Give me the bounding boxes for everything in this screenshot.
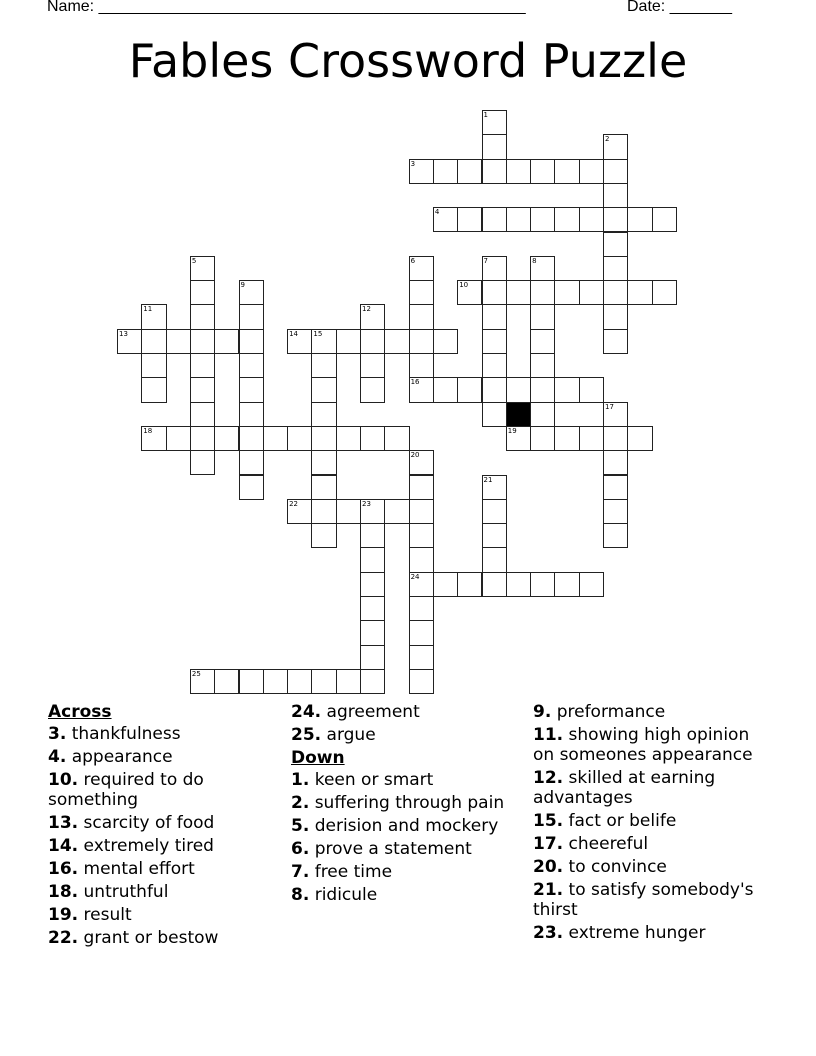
clue-text: fact or belife — [568, 811, 677, 831]
clue-down-6 — [291, 839, 526, 859]
grid-cell[interactable] — [311, 669, 336, 694]
grid-cell[interactable] — [239, 426, 264, 451]
clue-number: 16. — [48, 859, 79, 879]
clue-across-19 — [48, 905, 283, 925]
clue-number: 18. — [48, 882, 79, 902]
clue-across-25 — [291, 725, 526, 745]
grid-cell[interactable] — [482, 402, 507, 427]
clue-across-22 — [48, 928, 283, 948]
clue-number-label: 15 — [313, 329, 323, 338]
clue-down-17 — [533, 834, 773, 854]
grid-cell[interactable] — [409, 304, 434, 329]
grid-cell[interactable] — [311, 450, 336, 475]
clue-number-label: 11 — [143, 305, 153, 314]
grid-cell[interactable] — [384, 426, 409, 451]
grid-cell[interactable] — [482, 304, 507, 329]
grid-cell[interactable] — [603, 523, 628, 548]
clue-down-2 — [291, 793, 526, 813]
grid-cell[interactable] — [166, 426, 191, 451]
clue-text: scarcity of food — [83, 813, 215, 833]
grid-cell[interactable] — [360, 596, 385, 621]
grid-cell[interactable] — [530, 426, 555, 451]
clue-text: argue — [326, 725, 376, 745]
clue-number: 4. — [48, 747, 67, 767]
grid-cell[interactable] — [360, 426, 385, 451]
grid-cell[interactable] — [287, 499, 312, 524]
grid-cell[interactable] — [141, 426, 166, 451]
clue-text: showing high opinion on someones appearance — [533, 725, 753, 765]
grid-cell[interactable] — [360, 620, 385, 645]
grid-cell[interactable] — [506, 159, 531, 184]
grid-cell[interactable] — [311, 499, 336, 524]
grid-cell[interactable] — [190, 256, 215, 281]
clue-text: extremely tired — [83, 836, 214, 856]
grid-cell[interactable] — [409, 547, 434, 572]
grid-cell[interactable] — [627, 280, 652, 305]
grid-cell[interactable] — [482, 159, 507, 184]
clue-text: untruthful — [83, 882, 169, 902]
grid-cell[interactable] — [530, 159, 555, 184]
clue-down-8 — [291, 885, 526, 905]
clue-across-18 — [48, 882, 283, 902]
grid-cell[interactable] — [627, 426, 652, 451]
clue-text: grant or bestow — [83, 928, 219, 948]
grid-cell[interactable] — [141, 377, 166, 402]
grid-cell[interactable] — [190, 377, 215, 402]
clue-number-label: 23 — [362, 499, 371, 508]
grid-cell[interactable] — [287, 669, 312, 694]
clue-down-1 — [291, 770, 526, 790]
grid-cell[interactable] — [360, 377, 385, 402]
clue-number-label: 8 — [532, 256, 537, 265]
grid-cell[interactable] — [239, 450, 264, 475]
grid-cell[interactable] — [409, 280, 434, 305]
grid-cell[interactable] — [287, 329, 312, 354]
clue-number-label: 10 — [459, 281, 469, 290]
grid-cell[interactable] — [482, 329, 507, 354]
clue-text: to convince — [568, 857, 667, 877]
clue-number: 20. — [533, 857, 564, 877]
clue-text: required to do something — [48, 770, 204, 810]
grid-cell[interactable] — [603, 499, 628, 524]
grid-cell[interactable] — [603, 280, 628, 305]
clues-column-2 — [291, 702, 526, 908]
clue-number-label: 9 — [240, 281, 245, 290]
grid-cell[interactable] — [554, 426, 579, 451]
grid-cell[interactable] — [457, 572, 482, 597]
clue-number-label: 18 — [143, 426, 153, 435]
grid-cell[interactable] — [554, 159, 579, 184]
grid-cell[interactable] — [311, 523, 336, 548]
clue-number-label: 13 — [119, 329, 128, 338]
grid-cell[interactable] — [166, 329, 191, 354]
grid-cell[interactable] — [603, 402, 628, 427]
clue-text: cheereful — [568, 834, 649, 854]
grid-cell[interactable] — [409, 620, 434, 645]
grid-cell[interactable] — [214, 329, 239, 354]
clue-down-21 — [533, 880, 773, 920]
grid-cell[interactable] — [433, 207, 458, 232]
grid-cell[interactable] — [360, 547, 385, 572]
grid-cell[interactable] — [263, 669, 288, 694]
grid-cell[interactable] — [409, 353, 434, 378]
name-field-label: Name: ________________________________________________ — [47, 0, 526, 15]
grid-cell[interactable] — [141, 353, 166, 378]
grid-cell[interactable] — [530, 329, 555, 354]
grid-cell[interactable] — [457, 280, 482, 305]
clue-number: 13. — [48, 813, 79, 833]
grid-cell[interactable] — [336, 426, 361, 451]
clue-number-label: 21 — [483, 475, 493, 484]
clue-text: suffering through pain — [314, 793, 505, 813]
clue-number: 25. — [291, 725, 322, 745]
grid-cell[interactable] — [482, 280, 507, 305]
grid-cell[interactable] — [360, 304, 385, 329]
clue-across-10 — [48, 770, 283, 810]
black-cell — [506, 402, 531, 427]
grid-cell[interactable] — [287, 426, 312, 451]
grid-cell[interactable] — [457, 207, 482, 232]
clue-number-label: 19 — [507, 426, 517, 435]
clue-number: 22. — [48, 928, 79, 948]
clue-text: skilled at earning advantages — [533, 768, 716, 808]
clue-number-label: 16 — [410, 378, 420, 387]
clue-number-label: 6 — [410, 256, 416, 265]
grid-cell[interactable] — [603, 256, 628, 281]
grid-cell[interactable] — [530, 353, 555, 378]
grid-cell[interactable] — [360, 329, 385, 354]
grid-cell[interactable] — [482, 377, 507, 402]
grid-cell[interactable] — [409, 256, 434, 281]
grid-cell[interactable] — [603, 159, 628, 184]
grid-cell[interactable] — [433, 377, 458, 402]
clue-text: mental effort — [83, 859, 195, 879]
grid-cell[interactable] — [433, 159, 458, 184]
grid-cell[interactable] — [360, 353, 385, 378]
clue-text: preformance — [556, 702, 666, 722]
grid-cell[interactable] — [530, 304, 555, 329]
clue-across-16 — [48, 859, 283, 879]
grid-cell[interactable] — [311, 475, 336, 500]
clue-number: 19. — [48, 905, 79, 925]
clue-down-15 — [533, 811, 773, 831]
grid-cell[interactable] — [239, 475, 264, 500]
grid-cell[interactable] — [554, 572, 579, 597]
grid-cell[interactable] — [239, 304, 264, 329]
clue-number: 21. — [533, 880, 564, 900]
grid-cell[interactable] — [336, 669, 361, 694]
clue-number: 3. — [48, 724, 67, 744]
clue-number-label: 20 — [410, 451, 420, 460]
date-field-label: Date: _______ — [627, 0, 732, 15]
grid-cell[interactable] — [482, 547, 507, 572]
clue-number-label: 4 — [434, 208, 440, 217]
grid-cell[interactable] — [190, 450, 215, 475]
grid-cell[interactable] — [603, 475, 628, 500]
clue-text: keen or smart — [314, 770, 434, 790]
grid-cell[interactable] — [482, 475, 507, 500]
clue-number: 12. — [533, 768, 564, 788]
grid-cell[interactable] — [409, 377, 434, 402]
grid-cell[interactable] — [214, 426, 239, 451]
clue-across-4 — [48, 747, 283, 767]
grid-cell[interactable] — [603, 426, 628, 451]
clue-number-label: 5 — [191, 256, 197, 265]
grid-cell[interactable] — [482, 523, 507, 548]
clue-down-23 — [533, 923, 773, 943]
grid-cell[interactable] — [603, 450, 628, 475]
grid-cell[interactable] — [409, 499, 434, 524]
grid-cell[interactable] — [409, 159, 434, 184]
clue-down-7 — [291, 862, 526, 882]
grid-cell[interactable] — [554, 280, 579, 305]
grid-cell[interactable] — [603, 134, 628, 159]
clue-across-24 — [291, 702, 526, 722]
grid-cell[interactable] — [652, 207, 677, 232]
clue-text: agreement — [326, 702, 420, 722]
grid-cell[interactable] — [239, 402, 264, 427]
clue-number-label: 24 — [410, 572, 420, 581]
clue-number: 17. — [533, 834, 564, 854]
grid-cell[interactable] — [579, 572, 604, 597]
grid-cell[interactable] — [457, 377, 482, 402]
clues-column-1 — [48, 702, 283, 951]
clue-across-14 — [48, 836, 283, 856]
grid-cell[interactable] — [506, 207, 531, 232]
grid-cell[interactable] — [482, 207, 507, 232]
clue-number-label: 25 — [191, 669, 201, 678]
clue-number-label: 7 — [483, 256, 488, 265]
grid-cell[interactable] — [190, 353, 215, 378]
clue-number-label: 12 — [362, 305, 371, 314]
grid-cell[interactable] — [482, 256, 507, 281]
grid-cell[interactable] — [579, 426, 604, 451]
clue-number: 6. — [291, 839, 310, 859]
clue-across-3 — [48, 724, 283, 744]
clue-number: 5. — [291, 816, 310, 836]
grid-cell[interactable] — [311, 377, 336, 402]
grid-cell[interactable] — [239, 280, 264, 305]
grid-cell[interactable] — [311, 329, 336, 354]
grid-cell[interactable] — [360, 669, 385, 694]
clue-down-12 — [533, 768, 773, 808]
grid-cell[interactable] — [117, 329, 142, 354]
clues-column-3 — [533, 702, 773, 946]
grid-cell[interactable] — [506, 280, 531, 305]
clue-number: 11. — [533, 725, 564, 745]
grid-cell[interactable] — [311, 426, 336, 451]
down-heading: Down — [291, 748, 345, 768]
grid-cell[interactable] — [530, 572, 555, 597]
grid-cell[interactable] — [190, 402, 215, 427]
grid-cell[interactable] — [214, 669, 239, 694]
grid-cell[interactable] — [530, 207, 555, 232]
clue-number: 9. — [533, 702, 552, 722]
grid-cell[interactable] — [360, 523, 385, 548]
grid-cell[interactable] — [603, 207, 628, 232]
clue-number-label: 17 — [605, 402, 614, 411]
grid-cell[interactable] — [190, 669, 215, 694]
grid-cell[interactable] — [190, 304, 215, 329]
grid-cell[interactable] — [384, 499, 409, 524]
clue-text: derision and mockery — [314, 816, 499, 836]
grid-cell[interactable] — [239, 329, 264, 354]
grid-cell[interactable] — [141, 304, 166, 329]
clue-text: prove a statement — [314, 839, 472, 859]
grid-cell[interactable] — [409, 450, 434, 475]
grid-cell[interactable] — [530, 280, 555, 305]
grid-cell[interactable] — [190, 280, 215, 305]
grid-cell[interactable] — [579, 280, 604, 305]
grid-cell[interactable] — [506, 377, 531, 402]
grid-cell[interactable] — [554, 207, 579, 232]
grid-cell[interactable] — [311, 402, 336, 427]
clue-text: ridicule — [314, 885, 378, 905]
clue-number: 2. — [291, 793, 310, 813]
grid-cell[interactable] — [336, 499, 361, 524]
grid-cell[interactable] — [384, 329, 409, 354]
clue-across-13 — [48, 813, 283, 833]
grid-cell[interactable] — [190, 329, 215, 354]
clue-down-5 — [291, 816, 526, 836]
grid-cell[interactable] — [141, 329, 166, 354]
grid-cell[interactable] — [409, 669, 434, 694]
grid-cell[interactable] — [409, 329, 434, 354]
clue-number: 8. — [291, 885, 310, 905]
page-title: Fables Crossword Puzzle — [128, 34, 688, 88]
clue-number: 23. — [533, 923, 564, 943]
grid-cell[interactable] — [263, 426, 288, 451]
grid-cell[interactable] — [409, 475, 434, 500]
clue-number: 7. — [291, 862, 310, 882]
grid-cell[interactable] — [652, 280, 677, 305]
grid-cell[interactable] — [530, 256, 555, 281]
grid-cell[interactable] — [579, 207, 604, 232]
grid-cell[interactable] — [360, 572, 385, 597]
clue-text: to satisfy somebody's thirst — [533, 880, 754, 920]
clue-text: free time — [314, 862, 393, 882]
clue-down-9 — [533, 702, 773, 722]
grid-cell[interactable] — [360, 499, 385, 524]
grid-cell[interactable] — [190, 426, 215, 451]
grid-cell[interactable] — [506, 572, 531, 597]
clue-down-11 — [533, 725, 773, 765]
clue-number-label: 22 — [289, 499, 299, 508]
grid-cell[interactable] — [579, 377, 604, 402]
grid-cell[interactable] — [482, 353, 507, 378]
clue-number: 1. — [291, 770, 310, 790]
grid-cell[interactable] — [311, 353, 336, 378]
grid-cell[interactable] — [409, 523, 434, 548]
clue-number: 24. — [291, 702, 322, 722]
grid-cell[interactable] — [603, 232, 628, 257]
clue-number-label: 1 — [483, 111, 488, 119]
grid-cell[interactable] — [506, 426, 531, 451]
grid-cell[interactable] — [627, 207, 652, 232]
clue-number: 10. — [48, 770, 79, 790]
grid-cell[interactable] — [554, 377, 579, 402]
grid-cell[interactable] — [239, 669, 264, 694]
grid-cell[interactable] — [603, 329, 628, 354]
grid-cell[interactable] — [409, 572, 434, 597]
grid-cell[interactable] — [579, 159, 604, 184]
clue-number-label: 3 — [410, 159, 416, 168]
across-heading: Across — [48, 702, 112, 722]
grid-cell[interactable] — [409, 645, 434, 670]
clue-text: appearance — [71, 747, 173, 767]
grid-cell[interactable] — [530, 377, 555, 402]
clue-text: result — [83, 905, 132, 925]
grid-cell[interactable] — [482, 572, 507, 597]
clue-text: extreme hunger — [568, 923, 706, 943]
grid-cell[interactable] — [433, 329, 458, 354]
grid-cell[interactable] — [409, 596, 434, 621]
grid-cell[interactable] — [239, 377, 264, 402]
grid-cell[interactable] — [457, 159, 482, 184]
grid-cell[interactable] — [336, 329, 361, 354]
clue-number: 14. — [48, 836, 79, 856]
grid-cell[interactable] — [603, 304, 628, 329]
grid-cell[interactable] — [239, 353, 264, 378]
clue-number-label: 14 — [289, 329, 299, 338]
grid-cell[interactable] — [482, 110, 507, 135]
grid-cell[interactable] — [482, 134, 507, 159]
clue-number: 15. — [533, 811, 564, 831]
grid-cell[interactable] — [530, 402, 555, 427]
grid-cell[interactable] — [482, 499, 507, 524]
grid-cell[interactable] — [603, 183, 628, 208]
clue-number-label: 2 — [605, 135, 610, 144]
grid-cell[interactable] — [360, 645, 385, 670]
clue-down-20 — [533, 857, 773, 877]
clue-text: thankfulness — [71, 724, 181, 744]
grid-cell[interactable] — [433, 572, 458, 597]
